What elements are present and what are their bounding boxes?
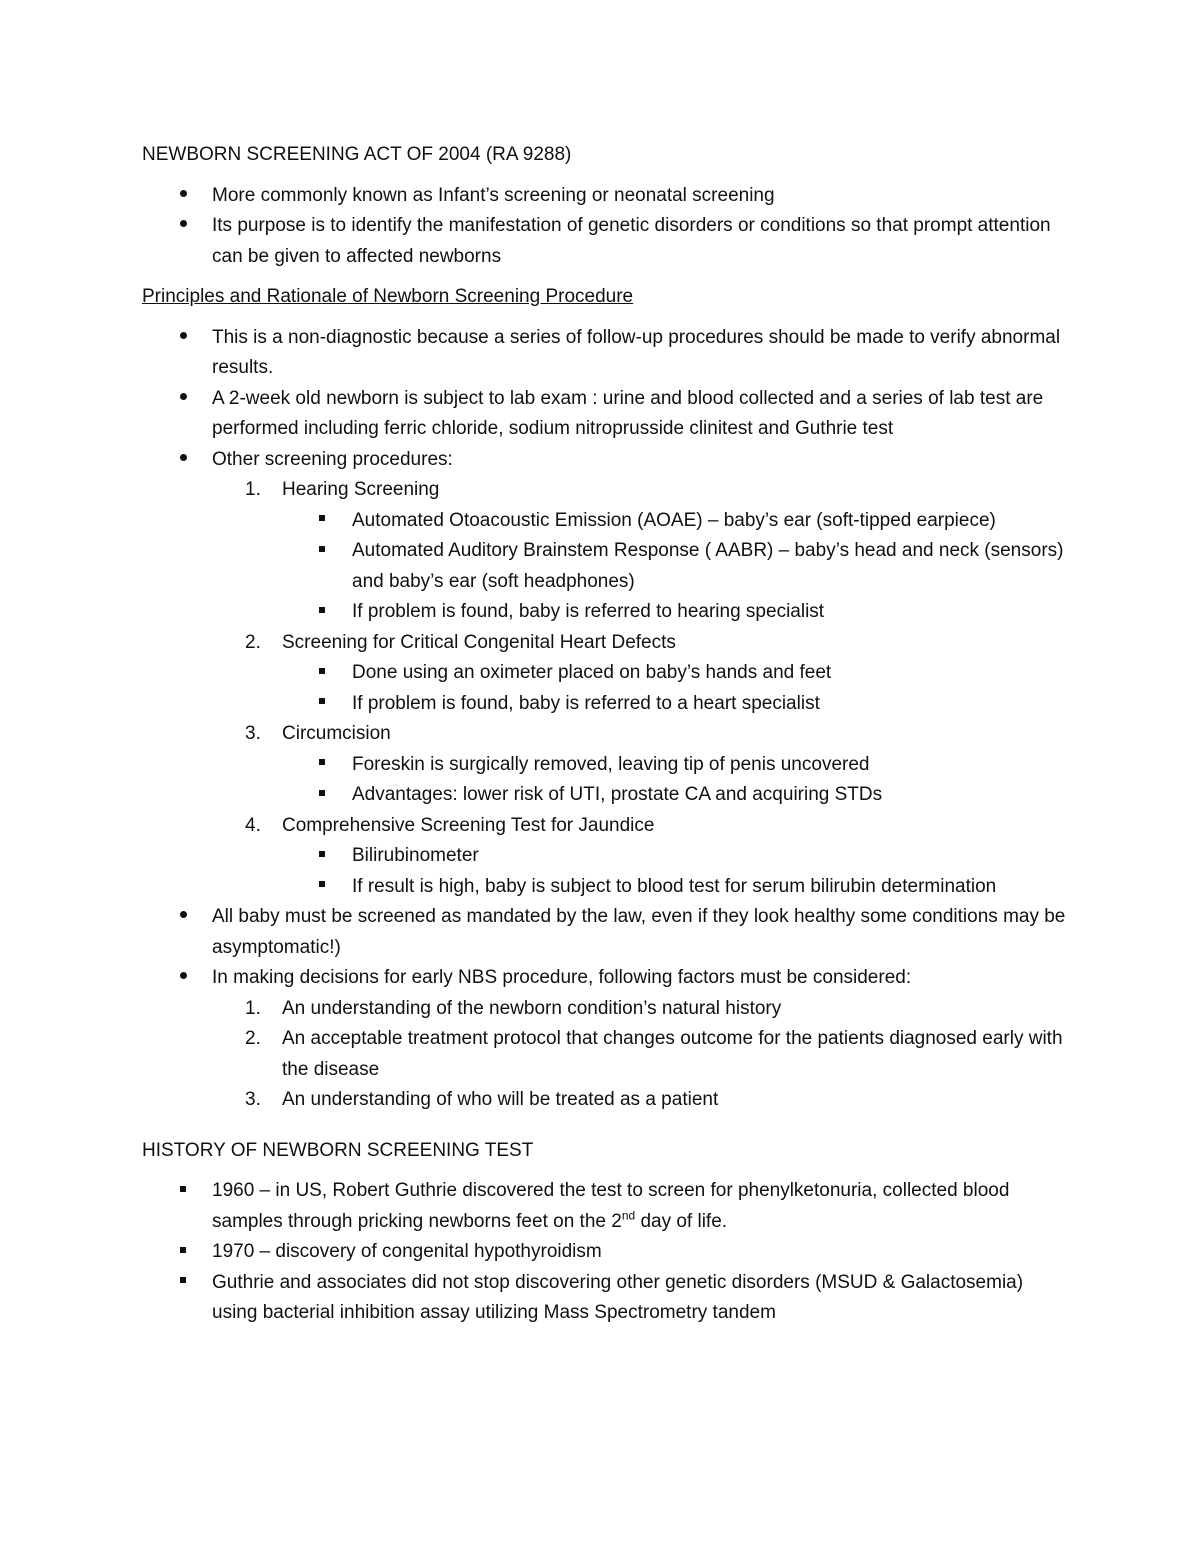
list-item [142,963,1072,994]
list-item [142,323,1072,384]
bullet-square-icon [316,841,328,872]
procedure-sublist [142,506,1072,628]
list-item-text: If problem is found, baby is referred to a heart specialist [352,692,820,714]
bullet-square-icon [316,536,328,567]
bullet-square-icon [316,872,328,903]
list-item-text: More commonly known as Infant’s screening or neonatal screening [212,184,775,206]
superscript-ordinal: nd [621,1208,636,1223]
list-item [142,211,1072,272]
list-item-text: If result is high, baby is subject to blood test for serum bilirubin determination [352,875,997,897]
list-number: 2. [245,1028,261,1049]
list-item-text: Guthrie and associates did not stop discovering other genetic disorders (MSUD & Galactosemia) using bacterial inhibition assay utilizing Mass Spectrometry tandem [212,1271,1024,1323]
factor-text: An understanding of who will be treated as a patient [282,1089,719,1110]
bullet-square-icon [173,1176,193,1207]
procedure-sublist [142,841,1072,902]
list-item-text: Automated Auditory Brainstem Response ( AABR) – baby’s head and neck (sensors) and baby’s ear (soft headphones) [352,540,1064,592]
list-number: 1. [245,997,261,1019]
bullet-square-icon [316,750,328,781]
history-bullet-list [142,1176,1072,1329]
history-item-1-text: 1960 – in US, Robert Guthrie discovered the test to screen for phenylketonuria, collected blood samples through pricking newborns feet on the 2 [212,1180,1010,1232]
list-item [142,750,1072,781]
list-number: 1. [245,479,261,500]
history-item-1-text-end: day of life. [635,1210,728,1232]
list-item [142,1237,1072,1268]
list-item [142,1268,1072,1329]
section-heading-principles: Principles and Rationale of Newborn Screening Procedure [142,286,634,307]
list-item [142,1176,1072,1237]
factor-item [142,994,1072,1025]
bullet-dot-icon [173,902,193,933]
bullet-dot-icon [173,445,193,476]
list-item-text: If problem is found, baby is referred to hearing specialist [352,601,825,622]
bullet-square-icon [316,780,328,811]
intro-bullet-list [142,181,1072,273]
procedure-label: Comprehensive Screening Test for Jaundice [282,814,655,836]
principles-bullet-list-continued [142,902,1072,994]
factor-text: An acceptable treatment protocol that changes outcome for the patients diagnosed early with the disease [282,1028,1063,1080]
list-item-text: Done using an oximeter placed on baby’s hands and feet [352,662,832,683]
list-item [142,445,1072,476]
bullet-square-icon [316,597,328,628]
list-item [142,902,1072,963]
procedure-item [142,719,1072,750]
list-number: 3. [245,723,261,744]
list-item [142,506,1072,537]
bullet-dot-icon [173,323,193,354]
list-item [142,689,1072,720]
list-number: 3. [245,1089,261,1110]
list-item-text: Bilirubinometer [352,845,479,866]
list-item-text: A 2-week old newborn is subject to lab exam : urine and blood collected and a series of lab test are performed including ferric chloride, sodium nitroprusside clinitest and Guthrie test [212,387,1044,439]
procedure-item [142,475,1072,506]
list-item [142,780,1072,811]
procedures-list [142,811,1072,842]
bullet-square-icon [316,689,328,720]
list-item-text: All baby must be screened as mandated by the law, even if they look healthy some conditions may be asymptomatic!) [212,906,1066,958]
list-number: 2. [245,631,261,653]
factor-item [142,1024,1072,1085]
list-item-text: Automated Otoacoustic Emission (AOAE) – baby’s ear (soft-tipped earpiece) [352,509,996,531]
bullet-square-icon [173,1237,193,1268]
section-heading-history: HISTORY OF NEWBORN SCREENING TEST [142,1139,534,1161]
factors-list [142,994,1072,1116]
list-item-text: 1970 – discovery of congenital hypothyroidism [212,1241,602,1262]
list-item [142,841,1072,872]
list-item-text: In making decisions for early NBS procedure, following factors must be considered: [212,967,912,988]
principles-bullet-list [142,323,1072,476]
document-title: NEWBORN SCREENING ACT OF 2004 (RA 9288) [142,144,572,165]
factor-text: An understanding of the newborn condition’s natural history [282,997,782,1019]
list-item [142,658,1072,689]
bullet-dot-icon [173,384,193,415]
list-item-text [212,1176,1072,1237]
list-item [142,597,1072,628]
procedures-list [142,628,1072,659]
procedures-list [142,475,1072,506]
list-item-text: Foreskin is surgically removed, leaving tip of penis uncovered [352,753,870,775]
procedures-list [142,719,1072,750]
list-item [142,872,1072,903]
bullet-dot-icon [173,211,193,242]
procedure-sublist [142,658,1072,719]
procedure-label: Hearing Screening [282,479,440,500]
bullet-square-icon [316,506,328,537]
list-item-text: Other screening procedures: [212,448,453,470]
procedure-item [142,628,1072,659]
procedure-label: Screening for Critical Congenital Heart Defects [282,631,676,653]
list-item [142,384,1072,445]
bullet-dot-icon [173,181,193,212]
list-item [142,536,1072,597]
list-item-text: Its purpose is to identify the manifestation of genetic disorders or conditions so that prompt attention can be given to affected newborns [212,215,1051,267]
list-number: 4. [245,814,261,836]
procedure-item [142,811,1072,842]
bullet-dot-icon [173,963,193,994]
list-item-text: This is a non-diagnostic because a series of follow-up procedures should be made to verify abnormal results. [212,326,1061,378]
bullet-square-icon [316,658,328,689]
procedure-sublist [142,750,1072,811]
document-body [142,140,1072,1329]
bullet-square-icon [173,1268,193,1299]
list-item-text: Advantages: lower risk of UTI, prostate CA and acquiring STDs [352,784,883,805]
procedure-label: Circumcision [282,723,391,744]
factor-item [142,1085,1072,1116]
list-item [142,181,1072,212]
